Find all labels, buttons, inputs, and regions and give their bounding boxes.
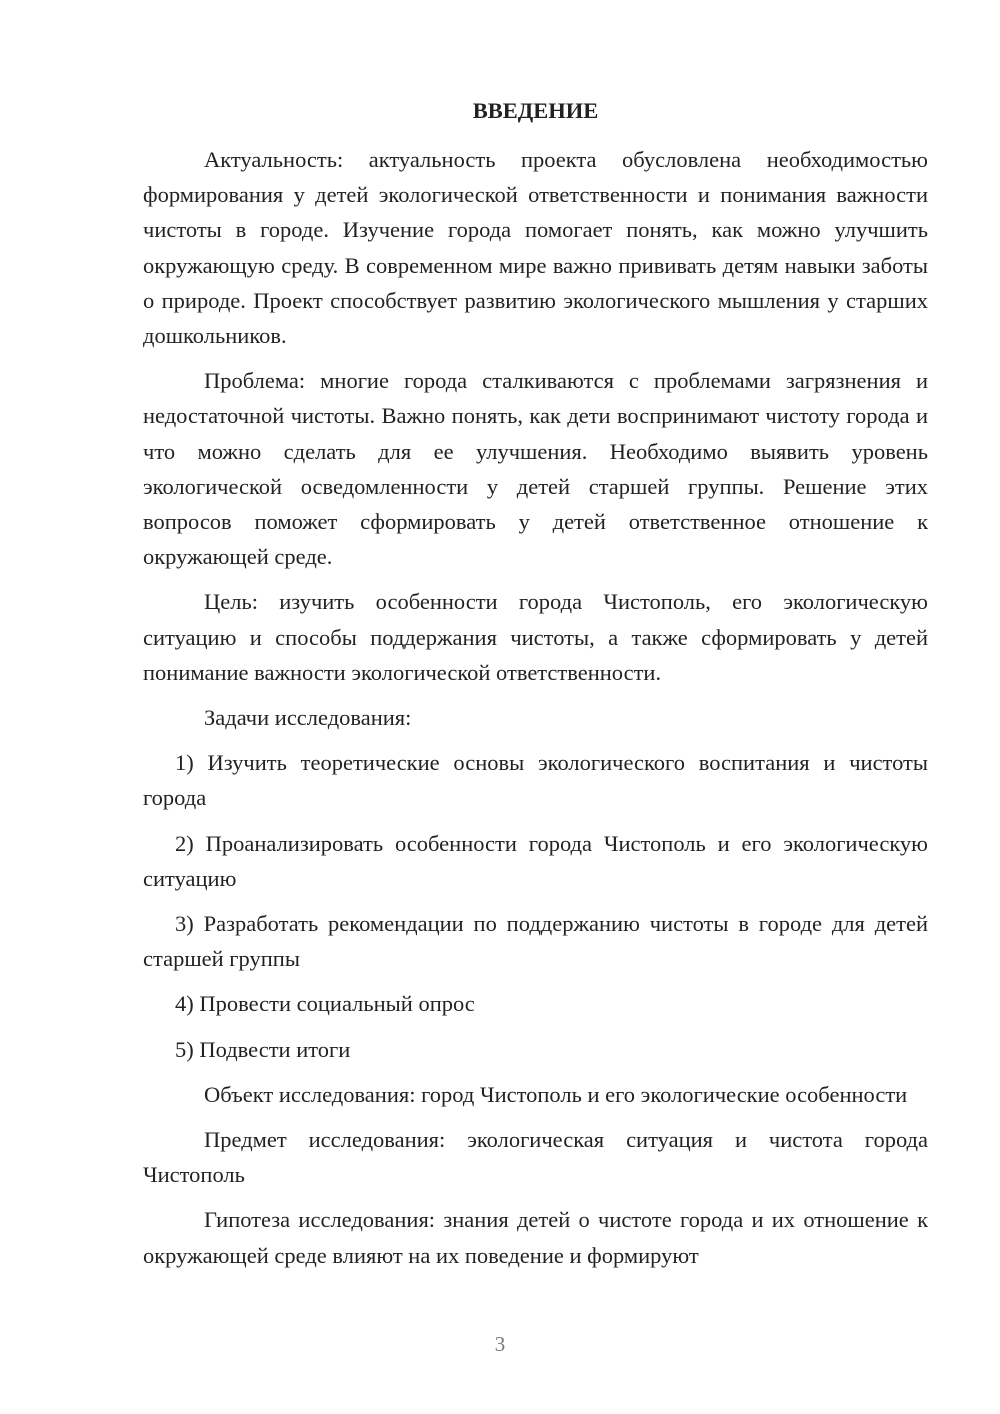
subject-paragraph: Предмет исследования: экологическая ситуация и чистота города Чистополь xyxy=(143,1127,928,1188)
page-content xyxy=(143,93,928,1283)
section-heading: ВВЕДЕНИЕ xyxy=(472,98,599,123)
hypothesis-paragraph: Гипотеза исследования: знания детей о чистоте города и их отношение к окружающей среде влияют на их поведение и формируют xyxy=(143,1207,928,1268)
problem-paragraph: Проблема: многие города сталкиваются с проблемами загрязнения и недостаточной чистоты. Важно понять, как дети воспринимают чистоту города и что можно сделать для ее улучшения. Необходимо выявить уровень экологической осведомленности у детей старшей группы. Решение этих вопросов поможет сформировать у детей ответственное отношение к окружающей среде. xyxy=(143,368,928,570)
task-item-2: 2) Проанализировать особенности города Чистополь и его экологическую ситуацию xyxy=(143,830,928,891)
object-paragraph: Объект исследования: город Чистополь и его экологические особенности xyxy=(204,1081,908,1107)
task-item-3: 3) Разработать рекомендации по поддержанию чистоты в городе для детей старшей группы xyxy=(143,911,928,972)
tasks-title: Задачи исследования: xyxy=(204,705,412,731)
page-number: 3 xyxy=(494,1332,506,1356)
goal-paragraph: Цель: изучить особенности города Чистополь, его экологическую ситуацию и способы поддержания чистоты, а также сформировать у детей понимание важности экологической ответственности. xyxy=(143,589,928,685)
task-item-5: 5) Подвести итоги xyxy=(175,1036,351,1062)
relevance-paragraph: Актуальность: актуальность проекта обусловлена необходимостью формирования у детей экологической ответственности и понимания важности чистоты в городе. Изучение города помогает понять, как можно улучшить окружающую среду. В современном мире важно прививать детям навыки заботы о природе. Проект способствует развитию экологического мышления у старших дошкольников. xyxy=(143,147,928,349)
task-item-4: 4) Провести социальный опрос xyxy=(175,991,475,1017)
task-item-1: 1) Изучить теоретические основы экологического воспитания и чистоты города xyxy=(143,750,928,811)
